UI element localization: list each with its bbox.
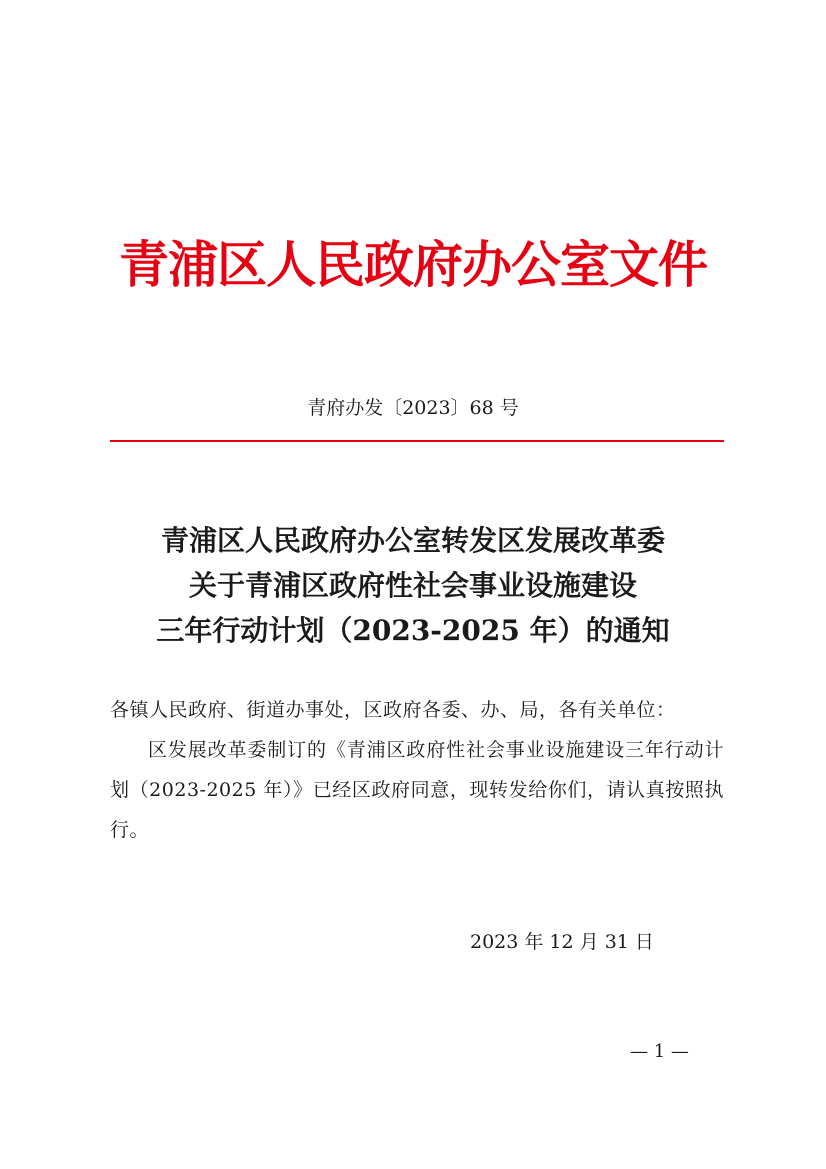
notice-title <box>60 518 766 653</box>
body-paragraph: 区发展改革委制订的《青浦区政府性社会事业设施建设三年行动计划（2023-2025 年）》已经区政府同意，现转发给你们，请认真按照执行。 <box>110 739 724 841</box>
header-divider-line <box>110 440 724 442</box>
notice-title-line-3: 三年行动计划（2023-2025 年）的通知 <box>156 614 670 647</box>
issue-date: 2023 年 12 月 31 日 <box>470 931 654 953</box>
salutation: 各镇人民政府、街道办事处，区政府各委、办、局，各有关单位： <box>110 699 676 721</box>
document-header-title: 青浦区人民政府办公室文件 <box>119 235 707 294</box>
notice-title-line-2: 关于青浦区政府性社会事业设施建设 <box>188 569 637 602</box>
notice-title-line-1: 青浦区人民政府办公室转发区发展改革委 <box>160 524 665 557</box>
document-number: 青府办发〔2023〕68 号 <box>307 397 519 419</box>
notice-body <box>110 690 724 850</box>
page-number: — 1 — <box>630 1041 689 1062</box>
